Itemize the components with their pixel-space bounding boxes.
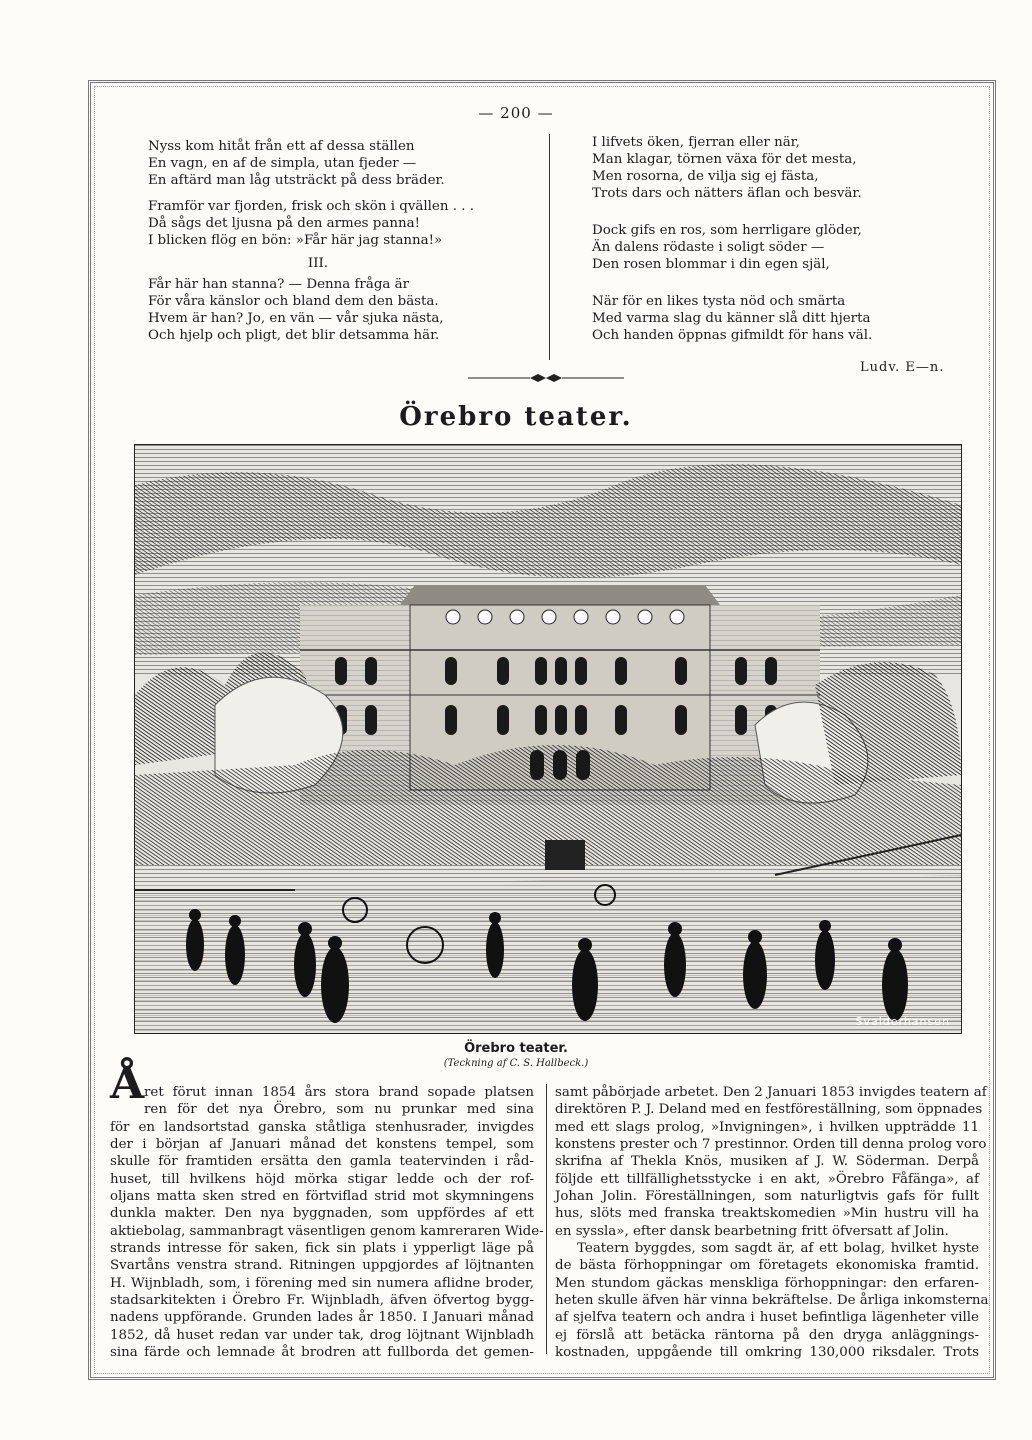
article-line: aktiebolag, sammanbragt väsentligen genom kamreraren Wide-: [110, 1223, 544, 1239]
article-line: huset, till hvilkens höjd mörka stigar ledde och der rof-: [110, 1171, 534, 1187]
ornament-divider: [468, 372, 624, 384]
poem-line: Man klagar, törnen växa för det mesta,: [592, 152, 857, 167]
poem-line: Den rosen blommar i din egen själ,: [592, 257, 830, 272]
poem-line: Med varma slag du känner slå ditt hjerta: [592, 311, 871, 326]
article-line: Teatern byggdes, som sagdt är, af ett bolag, hvilket hyste: [577, 1241, 979, 1257]
poem-line: Än dalens rödaste i soligt söder —: [592, 240, 825, 255]
article-left-column: [110, 1084, 544, 1362]
article-line: Johan Jolin. Föreställningen, som naturligtvis gafs för fullt: [555, 1189, 979, 1205]
article-right-column: [555, 1084, 989, 1362]
poem-line: Men rosorna, de vilja sig ej fästa,: [592, 169, 819, 184]
article-line: skrifna af Thekla Knös, musiken af J. W. Söderman. Derpå: [555, 1154, 979, 1170]
article-line: konstens prester och 7 prestinnor. Orden till denna prolog voro: [555, 1137, 987, 1153]
article-line: sina färde och lemnade åt brodren att fullborda det gemen-: [110, 1345, 534, 1361]
poem-signature: Ludv. E—n.: [860, 360, 945, 375]
poem-line: Trots dars och nätters äflan och besvär.: [592, 186, 862, 201]
theater-engraving: [134, 444, 962, 1034]
article-line: ej förslå att betäcka räntorna på den dryga anläggnings-: [555, 1327, 979, 1343]
poem-line: Nyss kom hitåt från ett af dessa ställen: [148, 139, 415, 154]
poem-line: En aftärd man låg utsträckt på dess bräder.: [148, 173, 445, 188]
article-line: ren för det nya Örebro, som nu prunkar med sina: [144, 1102, 534, 1118]
article-line: nadens uppförande. Grunden lades år 1850. I Januari månad: [110, 1310, 534, 1326]
poem-line: För våra känslor och bland dem den bästa.: [148, 294, 439, 309]
poem-line: Då sågs det ljusna på den armes panna!: [148, 216, 420, 231]
poem-line: I lifvets öken, fjerran eller när,: [592, 135, 800, 150]
article-line: hus, slöts med franska treaktskomedien »Min hustru vill ha: [555, 1206, 979, 1222]
engraver-signature: Svalderhansen: [855, 1015, 950, 1028]
poem-line: Och handen öppnas gifmildt för hans väl.: [592, 328, 873, 343]
article-line: direktören P. J. Deland med en festföreställning, som öppnades: [555, 1102, 983, 1118]
poem-line: När för en likes tysta nöd och smärta: [592, 294, 846, 309]
article-line: dunkla makter. Den nya byggnaden, som uppfördes af ett: [110, 1206, 534, 1222]
poem-column-divider: [549, 134, 550, 360]
article-line: oljans matta sken stred en förtviflad strid mot skymningens: [110, 1189, 534, 1205]
illustration-credit: (Teckning af C. S. Hallbeck.): [443, 1058, 589, 1069]
poem-line: Hvem är han? Jo, en vän — vår sjuka nästa,: [148, 311, 444, 326]
article-line: stadsarkitekten i Örebro Fr. Wijnbladh, äfven öfvertog bygg-: [110, 1293, 534, 1309]
article-line: följde ett tillfällighetsstycke i en akt, »Örebro Fåfänga», af: [555, 1171, 979, 1187]
poem-line: En vagn, en af de simpla, utan fjeder —: [148, 156, 417, 171]
article-line: heten skulle äfven här vinna bekräftelse. De årliga inkomsterna: [555, 1293, 989, 1309]
article-line: der i början af Januari månad det konstens tempel, som: [110, 1137, 534, 1153]
article-line: 1852, då huset redan var under tak, drog löjtnant Wijnbladh: [110, 1327, 534, 1343]
article-column-divider: [546, 1084, 547, 1354]
poem-left-column: [148, 138, 538, 344]
poem-line: I blicken flög en bön: »Får här jag stanna!»: [148, 233, 443, 248]
drop-cap: Å: [110, 1058, 145, 1109]
poem-line: Dock gifs en ros, som herrligare glöder,: [592, 223, 862, 238]
poem-right-column: [592, 134, 972, 344]
article-line: en syssla», efter dansk bearbetning fritt öfversatt af Jolin.: [555, 1223, 949, 1239]
page-number: — 200 —: [478, 104, 554, 122]
article-title: Örebro teater.: [399, 402, 633, 432]
poem-line: Får här han stanna? — Denna fråga är: [148, 277, 410, 292]
stanza-numeral: III.: [307, 256, 329, 271]
poem-line: Framför var fjorden, frisk och skön i qvällen . . .: [148, 199, 475, 214]
article-line: Men stundom gäckas menskliga förhoppningar: den erfaren-: [555, 1275, 979, 1291]
article-line: af sjelfva teatern och andra i huset befintliga lägenheter ville: [555, 1310, 979, 1326]
article-line: skulle för framtiden ersätta den gamla teatervinden i råd-: [110, 1154, 534, 1170]
article-line: ret förut innan 1854 års stora brand sopade platsen: [144, 1085, 534, 1100]
article-line: H. Wijnbladh, som, i förening med sin numera aflidne broder,: [110, 1275, 534, 1291]
article-line: kostnaden, uppgående till omkring 130,000 riksdaler. Trots: [555, 1345, 979, 1361]
article-line: Svartåns venstra strand. Ritningen uppgjordes af löjtnanten: [110, 1258, 534, 1274]
illustration-caption: Örebro teater.: [464, 1041, 568, 1056]
article-line: samt påbörjade arbetet. Den 2 Januari 1853 invigdes teatern af: [555, 1085, 987, 1100]
engraving-drawing: [135, 445, 961, 1033]
poem-line: Och hjelp och pligt, det blir detsamma här.: [148, 328, 440, 343]
article-line: för en landsortstad ganska ståtliga stenhusrader, invigdes: [110, 1119, 534, 1135]
article-line: strands intresse för saken, fick sin plats i ypperligt läge på: [110, 1241, 534, 1257]
article-line: med ett slags prolog, »Invigningen», i hvilken uppträdde 11: [555, 1119, 979, 1135]
article-line: de bästa förhoppningar om företagets ekonomiska framtid.: [555, 1258, 979, 1274]
